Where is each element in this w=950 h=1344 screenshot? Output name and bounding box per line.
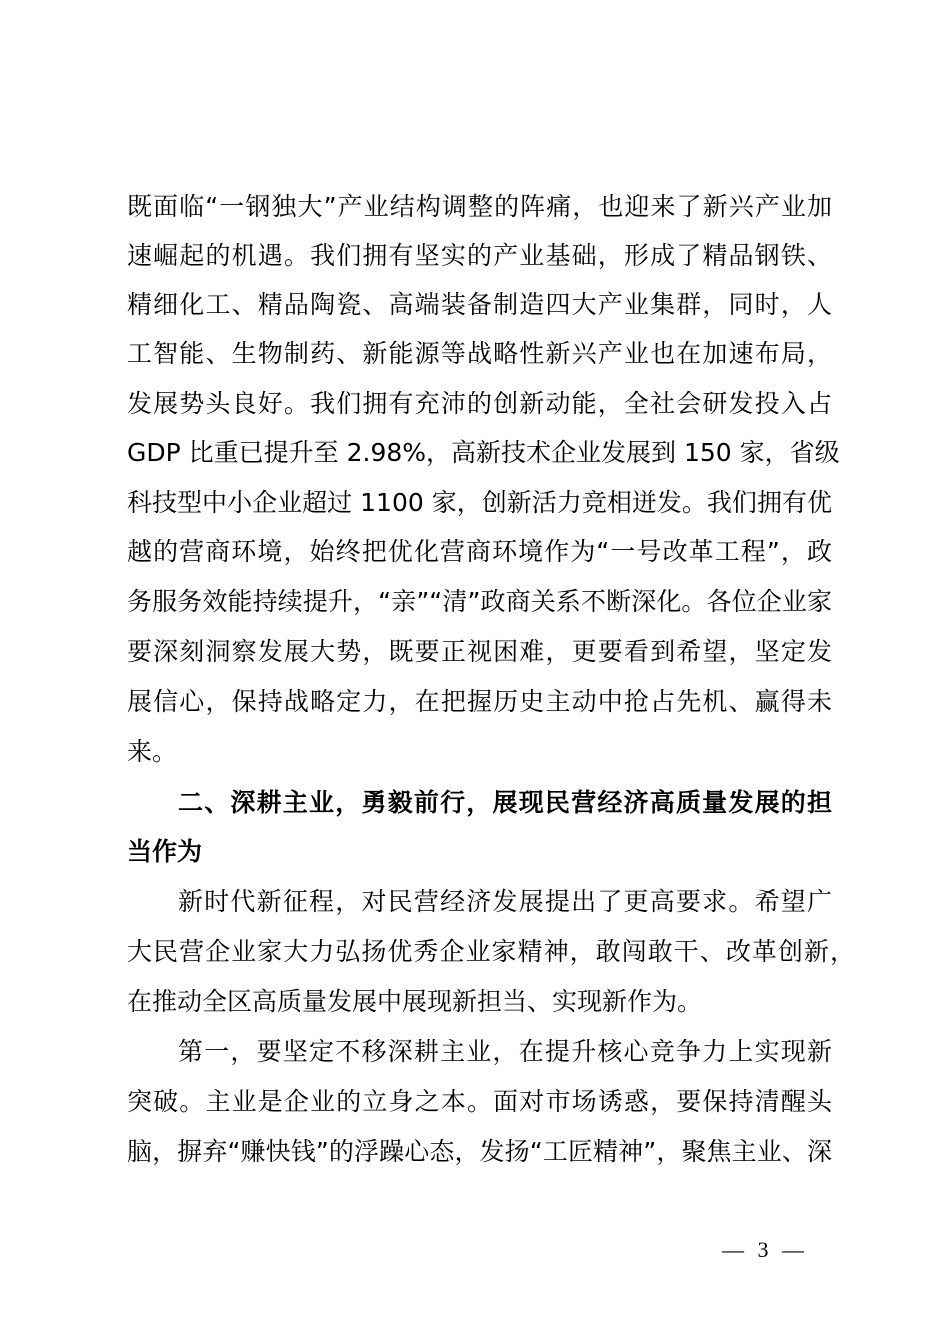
text-line: 发展势头良好。我们拥有充沛的创新动能，全社会研发投入占 [127, 389, 832, 418]
text-line: 精细化工、精品陶瓷、高端装备制造四大产业集群，同时，人 [127, 290, 832, 319]
text-line: 在推动全区高质量发展中展现新担当、实现新作为。 [127, 987, 703, 1016]
text-line: 新时代新征程，对民营经济发展提出了更高要求。希望广 [178, 887, 832, 916]
text-line: 科技型中小企业超过 1100 家，创新活力竞相迸发。我们拥有优 [127, 488, 832, 517]
text-line: 突破。主业是企业的立身之本。面对市场诱惑，要保持清醒头 [127, 1087, 832, 1116]
text-line: 展信心，保持战略定力，在把握历史主动中抢占先机、赢得未 [127, 687, 832, 716]
section-heading: 当作为 [127, 837, 203, 866]
text-line: 大民营企业家大力弘扬优秀企业家精神，敢闯敢干、改革创新， [127, 937, 855, 966]
page-number: — 3 — [722, 1237, 808, 1262]
text-line: 务服务效能持续提升，“亲”“清”政商关系不断深化。各位企业家 [127, 587, 832, 616]
text-line: 工智能、生物制药、新能源等战略性新兴产业也在加速布局， [127, 339, 832, 368]
text-line: 来。 [127, 737, 178, 766]
text-line: 越的营商环境，始终把优化营商环境作为“一号改革工程”，政 [127, 537, 832, 566]
text-line: 要深刻洞察发展大势，既要正视困难，更要看到希望，坚定发 [127, 637, 832, 666]
text-line: GDP 比重已提升至 2.98%，高新技术企业发展到 150 家，省级 [127, 438, 840, 467]
text-line: 速崛起的机遇。我们拥有坚实的产业基础，形成了精品钢铁、 [127, 241, 832, 270]
section-heading: 二、深耕主业，勇毅前行，展现民营经济高质量发展的担 [178, 788, 832, 817]
text-line: 既面临“一钢独大”产业结构调整的阵痛，也迎来了新兴产业加 [127, 192, 832, 221]
text-line: 第一，要坚定不移深耕主业，在提升核心竞争力上实现新 [178, 1037, 832, 1066]
text-line: 脑，摒弃“赚快钱”的浮躁心态，发扬“工匠精神”，聚焦主业、深 [127, 1137, 832, 1166]
